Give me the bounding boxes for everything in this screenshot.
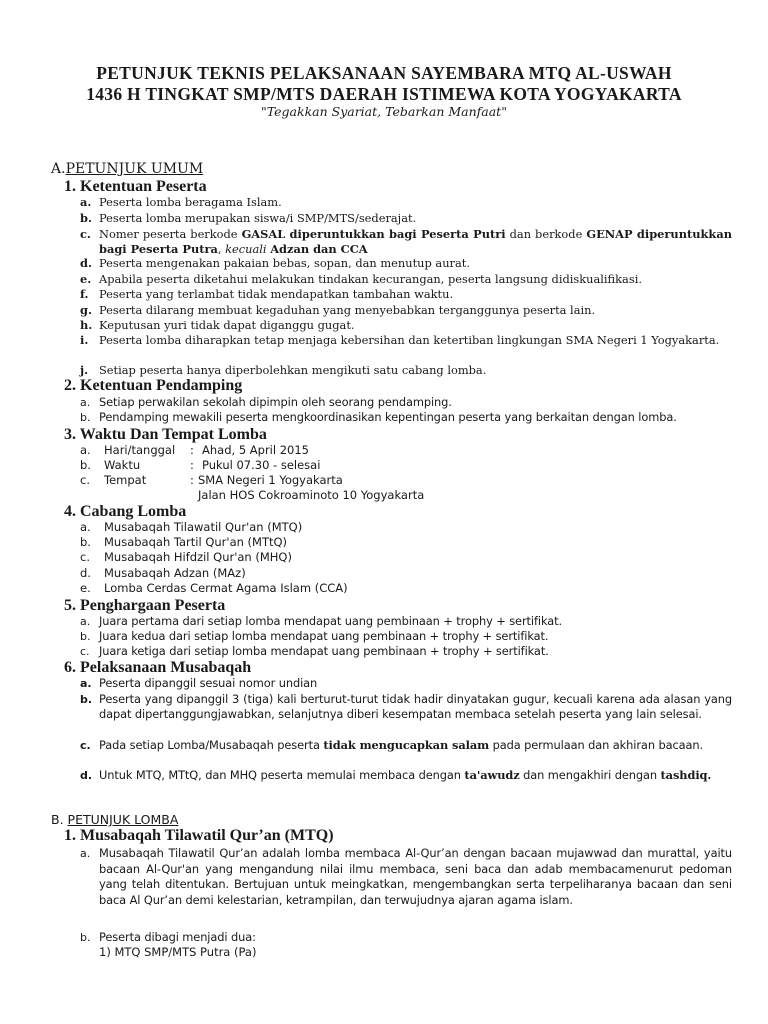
list-item-text: Musabaqah Tartil Qur'an (MTtQ): [104, 535, 288, 549]
list-item-text: Peserta mengenakan pakaian bebas, sopan, dan menutup aurat.: [99, 256, 470, 270]
list-marker: d.: [80, 566, 91, 580]
list-marker: b.: [80, 630, 91, 643]
list-item-text: Lomba Cerdas Cermat Agama Islam (CCA): [104, 581, 348, 595]
list-marker: a.: [80, 847, 91, 860]
list-item-text: Juara pertama dari setiap lomba mendapat uang pembinaan + trophy + sertifikat.: [99, 614, 563, 628]
list-item-text: Nomer peserta berkode GASAL diperuntukkan bagi Peserta Putri dan berkode GENAP diperuntukkan bagi Peserta Putra, kecuali Adzan dan CCA: [99, 227, 732, 256]
list-marker: b.: [80, 693, 93, 706]
info-value: SMA Negeri 1 Yogyakarta: [198, 473, 343, 487]
list-marker: e.: [80, 272, 92, 286]
list-item-text: Peserta dipanggil sesuai nomor undian: [99, 676, 318, 690]
list-item-text: Peserta dilarang membuat kegaduhan yang menyebabkan terganggunya peserta lain.: [99, 303, 596, 317]
subsection-a6-heading: 6. Pelaksanaan Musabaqah: [64, 659, 252, 676]
list-marker: c.: [80, 739, 91, 752]
subsection-a1-heading: 1. Ketentuan Peserta: [64, 178, 207, 195]
list-marker: a.: [80, 443, 91, 457]
section-b-title: PETUNJUK LOMBA: [67, 812, 179, 827]
list-item-text: Juara ketiga dari setiap lomba mendapat uang pembinaan + trophy + sertifikat.: [99, 644, 549, 658]
document-title-line-2: 1436 H TINGKAT SMP/MTS DAERAH ISTIMEWA KOTA YOGYAKARTA: [86, 84, 682, 104]
list-item-text: Untuk MTQ, MTtQ, dan MHQ peserta memulai membaca dengan ta'awudz dan mengakhiri dengan tashdiq.: [99, 768, 712, 782]
list-marker: c.: [80, 645, 90, 658]
subsection-a2-heading: 2. Ketentuan Pendamping: [64, 377, 243, 394]
info-value: Jalan HOS Cokroaminoto 10 Yogyakarta: [198, 488, 425, 502]
section-a-marker: A.: [51, 161, 66, 177]
info-label: Waktu: [104, 458, 141, 472]
list-item-text: Peserta dibagi menjadi dua:: [99, 930, 256, 944]
list-marker: e.: [80, 581, 91, 595]
list-item-text: Musabaqah Hifdzil Qur'an (MHQ): [104, 550, 292, 564]
info-value: Ahad, 5 April 2015: [202, 443, 309, 457]
list-item-text: Musabaqah Tilawatil Qur'an (MTQ): [104, 520, 303, 534]
sub-list-item-text: 1) MTQ SMP/MTS Putra (Pa): [99, 945, 257, 959]
subsection-b1-heading: 1. Musabaqah Tilawatil Qur’an (MTQ): [64, 827, 334, 844]
info-label: Tempat: [104, 473, 147, 487]
list-marker: d.: [80, 256, 92, 270]
subsection-a4-heading: 4. Cabang Lomba: [64, 503, 187, 520]
list-item-text: Peserta yang dipanggil 3 (tiga) kali berturut-turut tidak hadir dinyatakan gugur, kecuali karena ada alasan yang dapat dipertanggungjawabkan, selanjutnya diberi kesempatan membaca setelah peserta yang lain selesai.: [99, 692, 732, 721]
list-item-text: Apabila peserta diketahui melakukan tindakan kecurangan, peserta langsung didiskualifikasi.: [99, 272, 642, 286]
list-item-text: Juara kedua dari setiap lomba mendapat uang pembinaan + trophy + sertifikat.: [99, 629, 549, 643]
subsection-a3-heading: 3. Waktu Dan Tempat Lomba: [64, 426, 267, 443]
list-item-text: Setiap peserta hanya diperbolehkan mengikuti satu cabang lomba.: [99, 363, 487, 377]
list-item-text: Keputusan yuri tidak dapat diganggu gugat.: [99, 318, 355, 332]
list-marker: h.: [80, 318, 93, 332]
section-a-title: PETUNJUK UMUM: [65, 161, 204, 177]
list-marker: b.: [80, 458, 91, 472]
list-marker: c.: [80, 550, 90, 564]
list-marker: j.: [80, 363, 89, 377]
list-marker: a.: [80, 396, 91, 409]
subsection-a5-heading: 5. Penghargaan Peserta: [64, 597, 226, 614]
list-marker: g.: [80, 303, 92, 317]
section-a-heading: [51, 161, 203, 177]
list-marker: b.: [80, 931, 91, 944]
list-marker: a.: [80, 615, 91, 628]
list-item-text: Peserta lomba diharapkan tetap menjaga kebersihan dan ketertiban lingkungan SMA Negeri 1 Yogyakarta.: [99, 333, 720, 347]
list-marker: c.: [80, 473, 90, 487]
info-separator: :: [190, 443, 194, 457]
info-separator: :: [190, 473, 194, 487]
list-item-text: Peserta lomba beragama Islam.: [99, 195, 282, 209]
list-marker: d.: [80, 769, 93, 782]
list-marker: a.: [80, 195, 92, 209]
list-item-text: Setiap perwakilan sekolah dipimpin oleh seorang pendamping.: [99, 395, 452, 409]
list-item-text: Musabaqah Adzan (MAz): [104, 566, 246, 580]
list-item-text: Pendamping mewakili peserta mengkoordinasikan kepentingan peserta yang berkaitan dengan lomba.: [99, 410, 677, 424]
list-marker: f.: [80, 287, 89, 301]
section-b-marker: B.: [51, 812, 64, 827]
list-marker: b.: [80, 211, 92, 225]
list-item-text: Peserta lomba merupakan siswa/i SMP/MTS/sederajat.: [99, 211, 417, 225]
list-marker: c.: [80, 227, 91, 241]
list-item-text: Peserta yang terlambat tidak mendapatkan tambahan waktu.: [99, 287, 454, 301]
info-label: Hari/tanggal: [104, 443, 176, 457]
list-item-text: Pada setiap Lomba/Musabaqah peserta tidak mengucapkan salam pada permulaan dan akhiran bacaan.: [99, 738, 704, 752]
list-marker: b.: [80, 535, 91, 549]
document-motto: "Tegakkan Syariat, Tebarkan Manfaat": [261, 104, 507, 119]
list-marker: i.: [80, 333, 89, 347]
info-value: Pukul 07.30 - selesai: [202, 458, 321, 472]
list-item-text: Musabaqah Tilawatil Qur’an adalah lomba membaca Al-Qur’an dengan bacaan mujawwad dan murattal, yaitu bacaan Al-Qur'an yang mengandung nilai ilmu membaca, seni baca dan adab membacamenurut pedoman yang telah ditentukan. Bertujuan untuk meingkatkan, mengembangkan serta terpeliharanya bacaan dan seni baca Al Qur’an demi kelestarian, ketrampilan, dan terwujudnya ajaran agama islam.: [99, 846, 732, 907]
list-marker: a.: [80, 677, 92, 690]
info-separator: :: [190, 458, 194, 472]
section-b-heading: [51, 812, 178, 827]
document-title-line-1: PETUNJUK TEKNIS PELAKSANAAN SAYEMBARA MTQ AL-USWAH: [96, 63, 672, 83]
list-marker: b.: [80, 411, 91, 424]
list-marker: a.: [80, 520, 91, 534]
